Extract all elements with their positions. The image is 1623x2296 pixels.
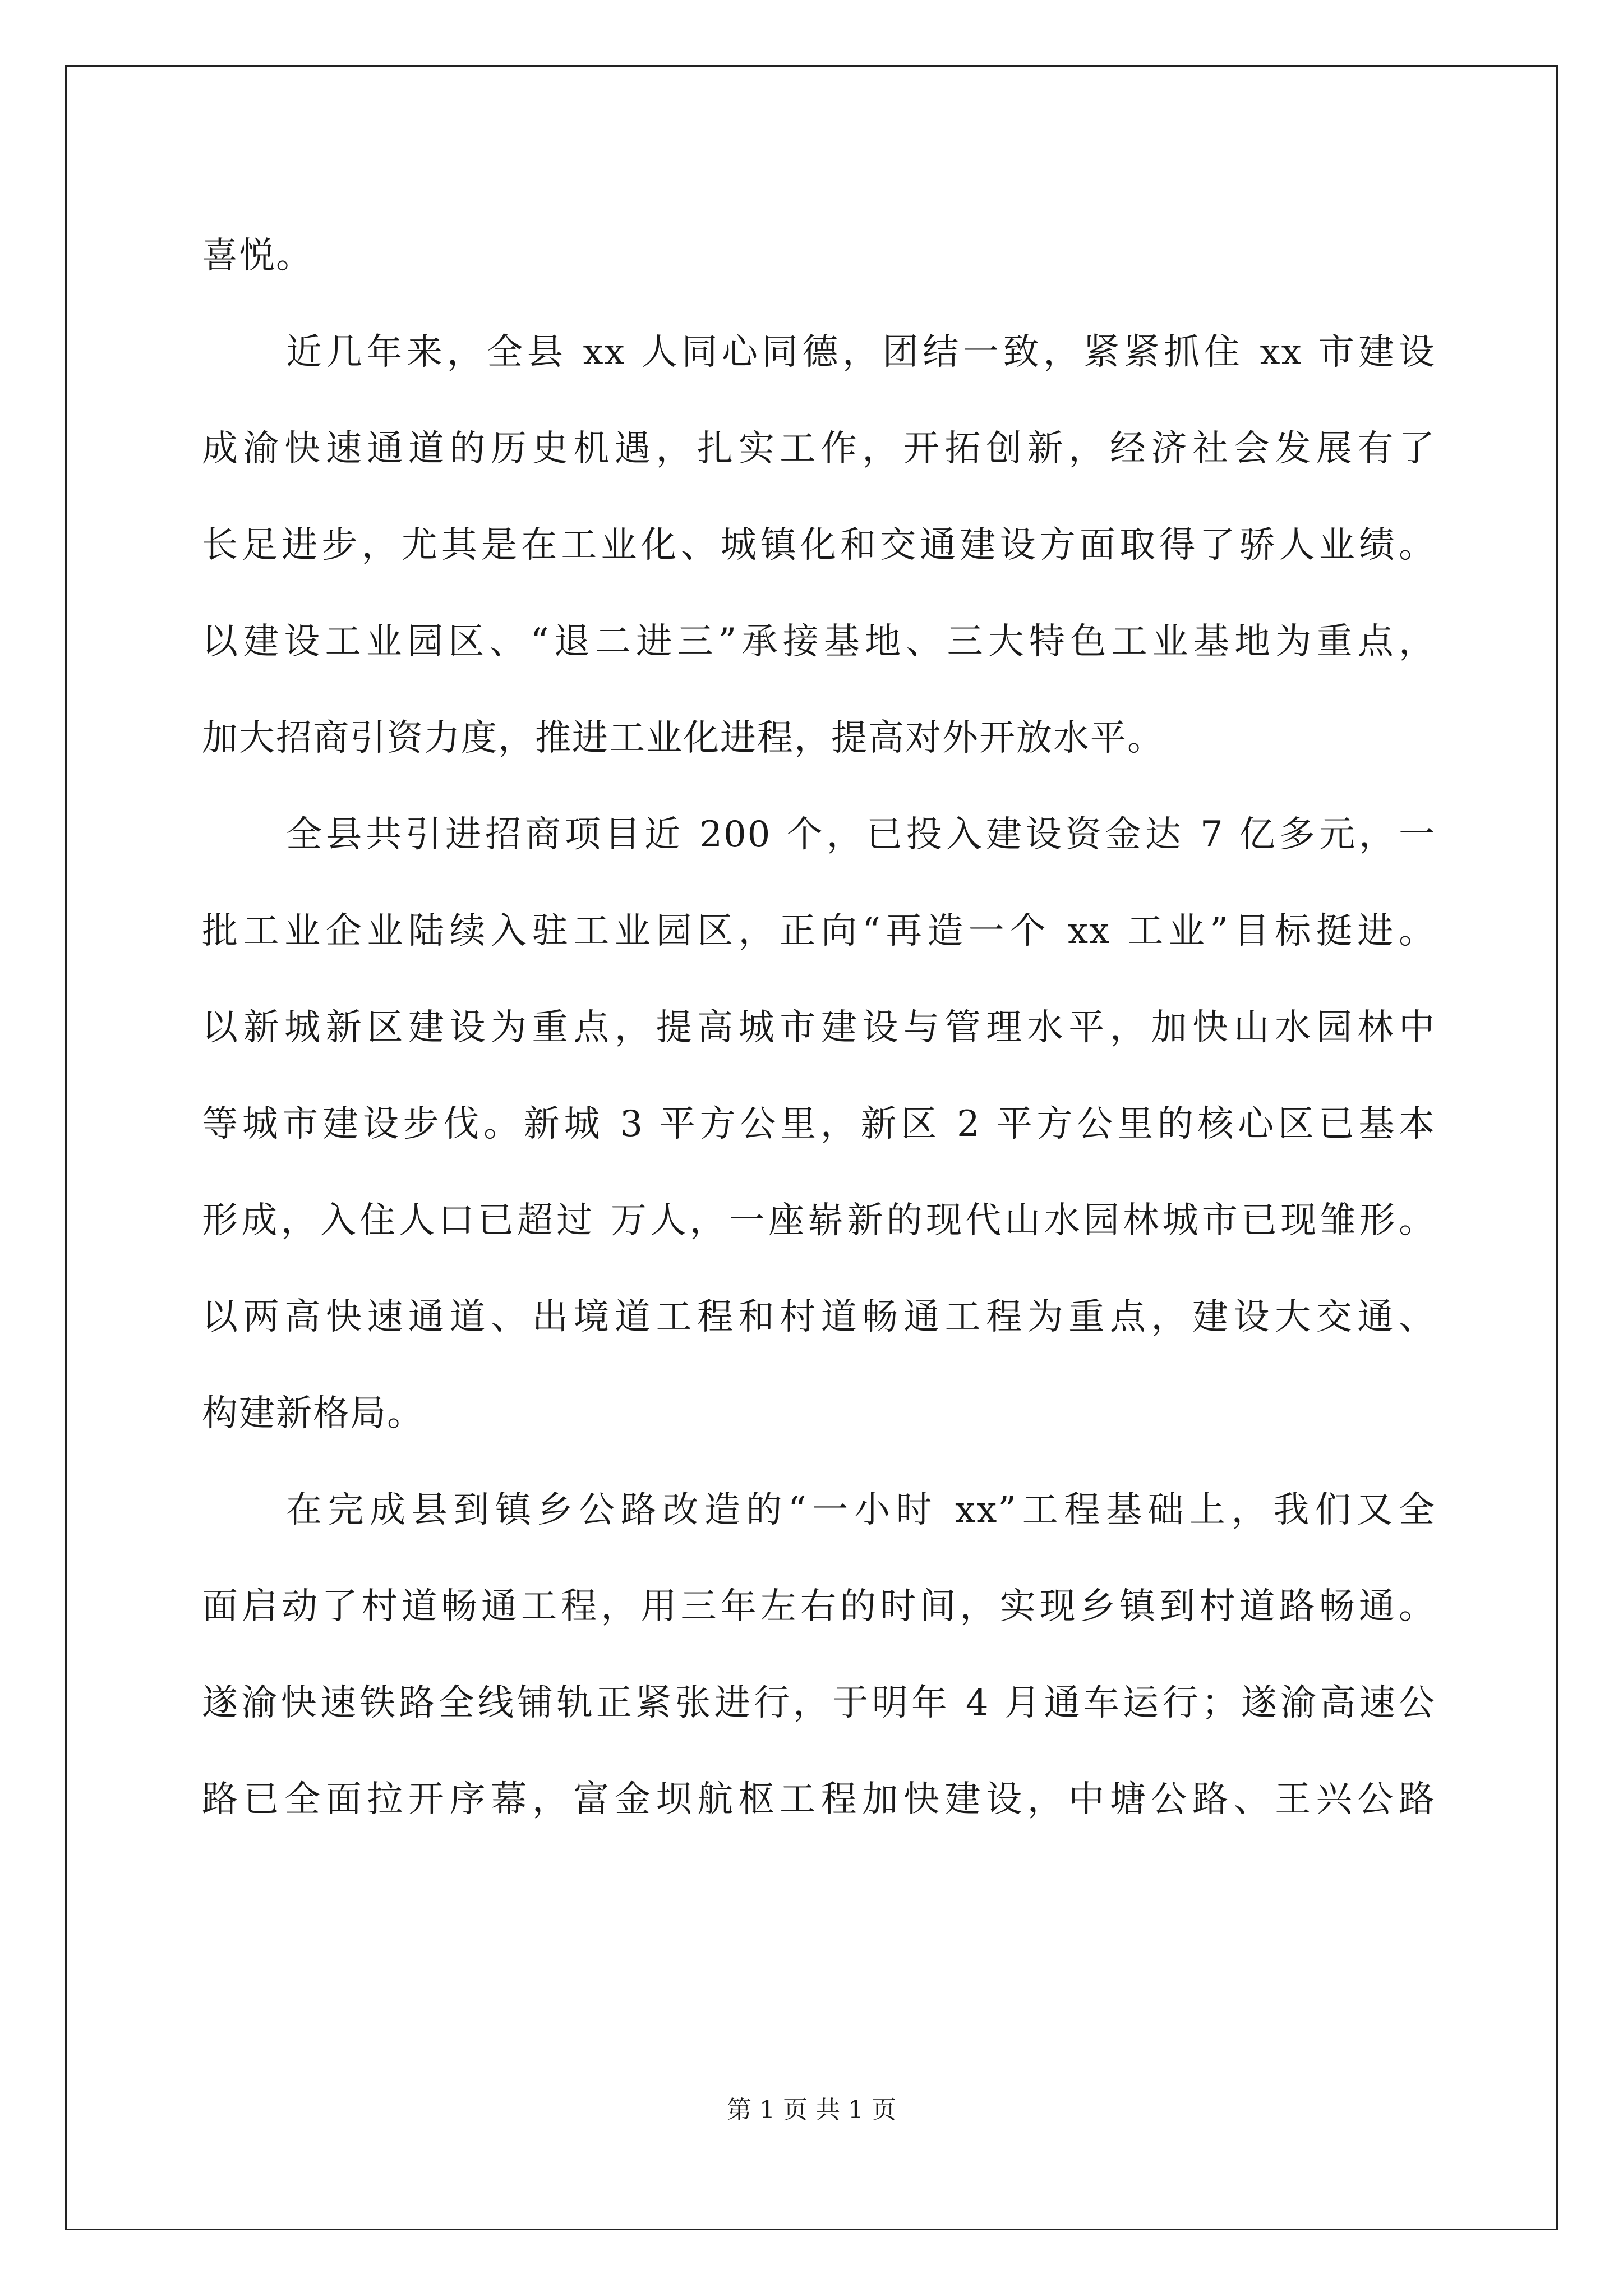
text-line: 近几年来，全县 xx 人同心同德，团结一致，紧紧抓住 xx 市建设 [286, 332, 1436, 373]
text-line: 路已全面拉开序幕，富金坝航枢工程加快建设，中塘公路、王兴公路 [202, 1779, 1436, 1820]
text-line: 面启动了村道畅通工程，用三年左右的时间，实现乡镇到村道路畅通。 [202, 1586, 1436, 1627]
page-footer: 第 1 页 共 1 页 [727, 2096, 896, 2124]
text-line: 加大招商引资力度，推进工业化进程，提高对外开放水平。 [202, 717, 1164, 759]
text-line: 以两高快速通道、出境道工程和村道畅通工程为重点，建设大交通、 [202, 1296, 1436, 1338]
text-line: 喜悦。 [202, 235, 313, 277]
document-body [202, 208, 1436, 1848]
text-line: 在完成县到镇乡公路改造的“一小时 xx”工程基础上，我们又全 [286, 1489, 1436, 1531]
text-line: 形成，入住人口已超过 万人，一座崭新的现代山水园林城市已现雏形。 [202, 1200, 1436, 1241]
text-line: 以建设工业园区、“退二进三”承接基地、三大特色工业基地为重点， [202, 621, 1436, 662]
text-line: 成渝快速通道的历史机遇，扎实工作，开拓创新，经济社会发展有了 [202, 428, 1436, 470]
text-line: 构建新格局。 [202, 1393, 424, 1434]
text-line: 以新城新区建设为重点，提高城市建设与管理水平，加快山水园林中 [202, 1007, 1436, 1048]
text-line: 遂渝快速铁路全线铺轨正紧张进行，于明年 4 月通车运行；遂渝高速公 [202, 1682, 1436, 1724]
text-line: 全县共引进招商项目近 200 个，已投入建设资金达 7 亿多元，一 [286, 814, 1436, 855]
text-line: 等城市建设步伐。新城 3 平方公里，新区 2 平方公里的核心区已基本 [202, 1103, 1436, 1145]
text-line: 长足进步，尤其是在工业化、城镇化和交通建设方面取得了骄人业绩。 [202, 524, 1436, 566]
text-line: 批工业企业陆续入驻工业园区，正向“再造一个 xx 工业”目标挺进。 [202, 910, 1436, 952]
